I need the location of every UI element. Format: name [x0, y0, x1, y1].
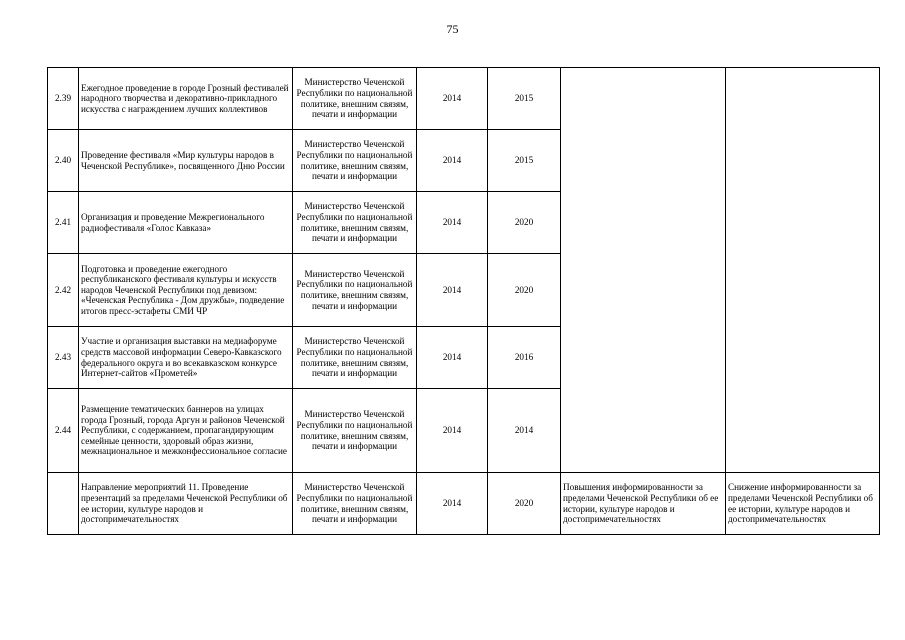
- executor: Министерство Чеченской Республики по национальной политике, внешним связям, печати и информации: [293, 192, 417, 254]
- executor: Министерство Чеченской Республики по национальной политике, внешним связям, печати и информации: [293, 254, 417, 327]
- end-year: 2015: [488, 68, 561, 130]
- executor: Министерство Чеченской Республики по национальной политике, внешним связям, печати и информации: [293, 68, 417, 130]
- end-year: 2020: [488, 254, 561, 327]
- row-number: 2.40: [48, 130, 79, 192]
- row-number: 2.42: [48, 254, 79, 327]
- start-year: 2014: [417, 389, 488, 473]
- executor: Министерство Чеченской Республики по национальной политике, внешним связям, печати и информации: [293, 389, 417, 473]
- direction-name: Направление мероприятий 11. Проведение презентаций за пределами Чеченской Республики об ее истории, культуре народов и достопримечательностях: [79, 473, 293, 535]
- measure-name: Организация и проведение Межрегионального радиофестиваля «Голос Кавказа»: [79, 192, 293, 254]
- table-row: [48, 68, 880, 130]
- measure-name: Участие и организация выставки на медиафоруме средств массовой информации Северо-Кавказского федерального округа и во всекавказском конкурсе Интернет-сайтов «Прометей»: [79, 327, 293, 389]
- row-number: [48, 473, 79, 535]
- measure-name: Ежегодное проведение в городе Грозный фестивалей народного творчества и декоративно-прикладного искусства с награждением лучших коллективов: [79, 68, 293, 130]
- row-number: 2.43: [48, 327, 79, 389]
- start-year: 2014: [417, 254, 488, 327]
- end-year: 2014: [488, 389, 561, 473]
- start-year: 2014: [417, 68, 488, 130]
- executor: Министерство Чеченской Республики по национальной политике, внешним связям, печати и информации: [293, 130, 417, 192]
- start-year: 2014: [417, 327, 488, 389]
- executor: Министерство Чеченской Республики по национальной политике, внешним связям, печати и информации: [293, 327, 417, 389]
- consequence-cell-empty: [726, 68, 880, 473]
- table-row-direction: [48, 473, 880, 535]
- end-year: 2020: [488, 473, 561, 535]
- end-year: 2015: [488, 130, 561, 192]
- start-year: 2014: [417, 473, 488, 535]
- measure-name: Размещение тематических баннеров на улицах города Грозный, города Аргун и районов Чеченской Республики, с содержанием, пропагандирующим семейные ценности, здоровый образ жизни, межнациональное и межконфессиональное согласие: [79, 389, 293, 473]
- result-cell-empty: [561, 68, 726, 473]
- non-implementation-consequence: Снижение информированности за пределами Чеченской Республики об ее истории, культуре народов и достопримечательностях: [726, 473, 880, 535]
- executor: Министерство Чеченской Республики по национальной политике, внешним связям, печати и информации: [293, 473, 417, 535]
- row-number: 2.41: [48, 192, 79, 254]
- end-year: 2016: [488, 327, 561, 389]
- measure-name: Проведение фестиваля «Мир культуры народов в Чеченской Республике», посвященного Дню России: [79, 130, 293, 192]
- start-year: 2014: [417, 130, 488, 192]
- start-year: 2014: [417, 192, 488, 254]
- expected-result: Повышения информированности за пределами Чеченской Республики об ее истории, культуре народов и достопримечательностях: [561, 473, 726, 535]
- row-number: 2.39: [48, 68, 79, 130]
- measures-table: [47, 67, 880, 535]
- row-number: 2.44: [48, 389, 79, 473]
- end-year: 2020: [488, 192, 561, 254]
- page-number: 75: [446, 22, 459, 36]
- measure-name: Подготовка и проведение ежегодного республиканского фестиваля культуры и искусств народов Чеченской Республики под девизом: «Чеченская Республика - Дом дружбы», подведение итогов пресс-эстафеты СМИ ЧР: [79, 254, 293, 327]
